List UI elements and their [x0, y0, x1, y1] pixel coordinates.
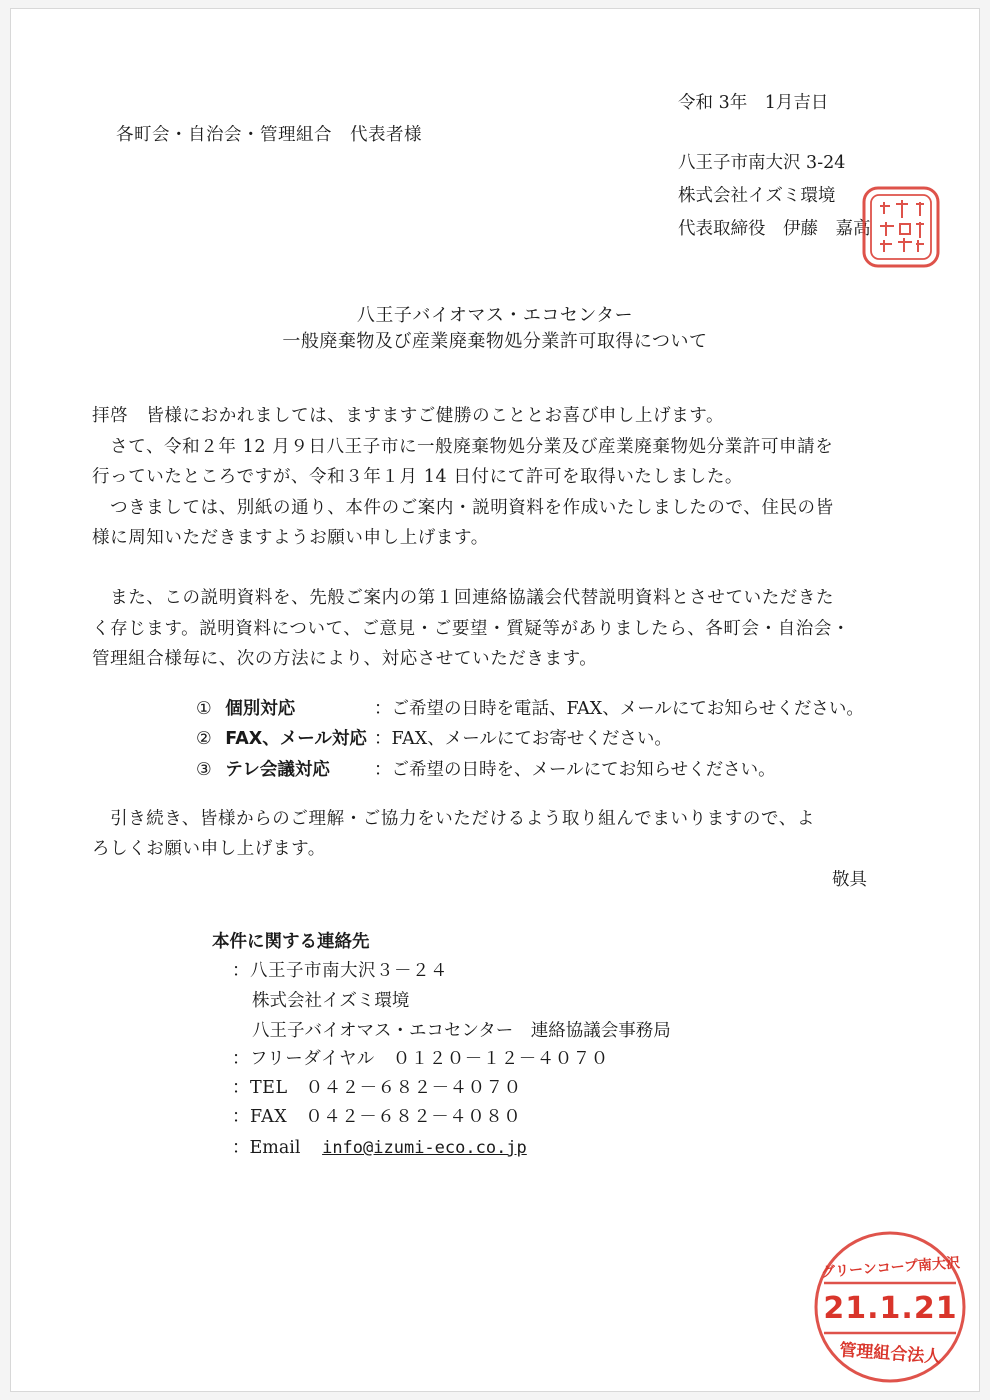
- contact-email-label: ：Email: [232, 1138, 301, 1158]
- sender-address: 八王子市南大沢 3-24: [678, 153, 846, 173]
- title-line-1: 八王子バイオマス・エコセンター: [356, 305, 634, 326]
- body-paragraph-4-line-1: また、この説明資料を、先般ご案内の第１回連絡協議会代替説明資料とさせていただきた: [92, 588, 835, 608]
- method-number: ③: [196, 760, 212, 780]
- method-label: FAX、メール対応: [225, 729, 367, 749]
- received-date-stamp: [808, 1225, 973, 1390]
- method-description: ：FAX、メールにてお寄せください。: [374, 729, 672, 749]
- contact-tel: ：TEL ０４２－６８２－４０７０: [232, 1078, 522, 1098]
- body-paragraph-4-line-2: く存じます。説明資料について、ご意見・ご要望・質疑等がありましたら、各町会・自治会・: [92, 619, 851, 639]
- contact-heading: 本件に関する連絡先: [212, 932, 370, 952]
- method-description: ：ご希望の日時を電話、FAX、メールにてお知らせください。: [374, 699, 864, 719]
- body-paragraph-5-line-1: 引き続き、皆様からのご理解・ご協力をいただけるよう取り組んでまいりますので、よ: [92, 809, 815, 829]
- contact-office: 八王子バイオマス・エコセンター 連絡協議会事務局: [252, 1021, 671, 1041]
- body-paragraph-5-line-2: ろしくお願い申し上げます。: [92, 839, 326, 859]
- letter-date: 令和 3年 1月吉日: [678, 93, 829, 113]
- method-item: [196, 757, 330, 783]
- contact-email-link[interactable]: info@izumi-eco.co.jp: [322, 1138, 527, 1158]
- method-label: テレ会議対応: [225, 760, 330, 780]
- contact-address: ：八王子市南大沢３－２４: [232, 961, 448, 981]
- body-paragraph-1: 拝啓 皆様におかれましては、ますますご健勝のこととお喜び申し上げます。: [92, 406, 725, 426]
- stamp-date-text: 21.1.21: [823, 1291, 958, 1326]
- method-label: 個別対応: [225, 699, 296, 719]
- method-item: [196, 696, 295, 722]
- body-paragraph-3-line-2: 様に周知いただきますようお願い申し上げます。: [92, 528, 489, 548]
- recipient: 各町会・自治会・管理組合 代表者様: [116, 125, 422, 145]
- contact-company: 株式会社イズミ環境: [252, 991, 410, 1011]
- sender-representative: 代表取締役 伊藤 嘉高: [678, 219, 871, 239]
- method-item: [196, 726, 367, 752]
- method-number: ②: [196, 729, 212, 749]
- body-paragraph-3-line-1: つきましては、別紙の通り、本件のご案内・説明資料を作成いたしましたので、住民の皆: [92, 498, 834, 518]
- body-paragraph-2-line-1: さて、令和２年 12 月９日八王子市に一般廃棄物処分業及び産業廃棄物処分業許可申請を: [92, 437, 834, 457]
- contact-freedial: ：フリーダイヤル ０１２０－１２－４０７０: [232, 1049, 609, 1069]
- contact-email-row: [232, 1135, 527, 1161]
- method-description: ：ご希望の日時を、メールにてお知らせください。: [374, 760, 776, 780]
- sender-company: 株式会社イズミ環境: [678, 186, 836, 206]
- company-seal-icon: [858, 182, 946, 274]
- contact-fax: ：FAX ０４２－６８２－４０８０: [232, 1107, 522, 1127]
- stamp-top-text: グリーンコープ南大沢: [820, 1255, 961, 1281]
- closing-keigu: 敬具: [832, 870, 867, 890]
- stamp-bottom-text: 管理組合法人: [838, 1340, 942, 1368]
- title-line-2: 一般廃棄物及び産業廃棄物処分業許可取得について: [282, 331, 708, 352]
- body-paragraph-2-line-2: 行っていたところですが、令和３年１月 14 日付にて許可を取得いたしました。: [92, 467, 744, 487]
- body-paragraph-4-line-3: 管理組合様毎に、次の方法により、対応させていただきます。: [92, 649, 598, 669]
- method-number: ①: [196, 699, 212, 719]
